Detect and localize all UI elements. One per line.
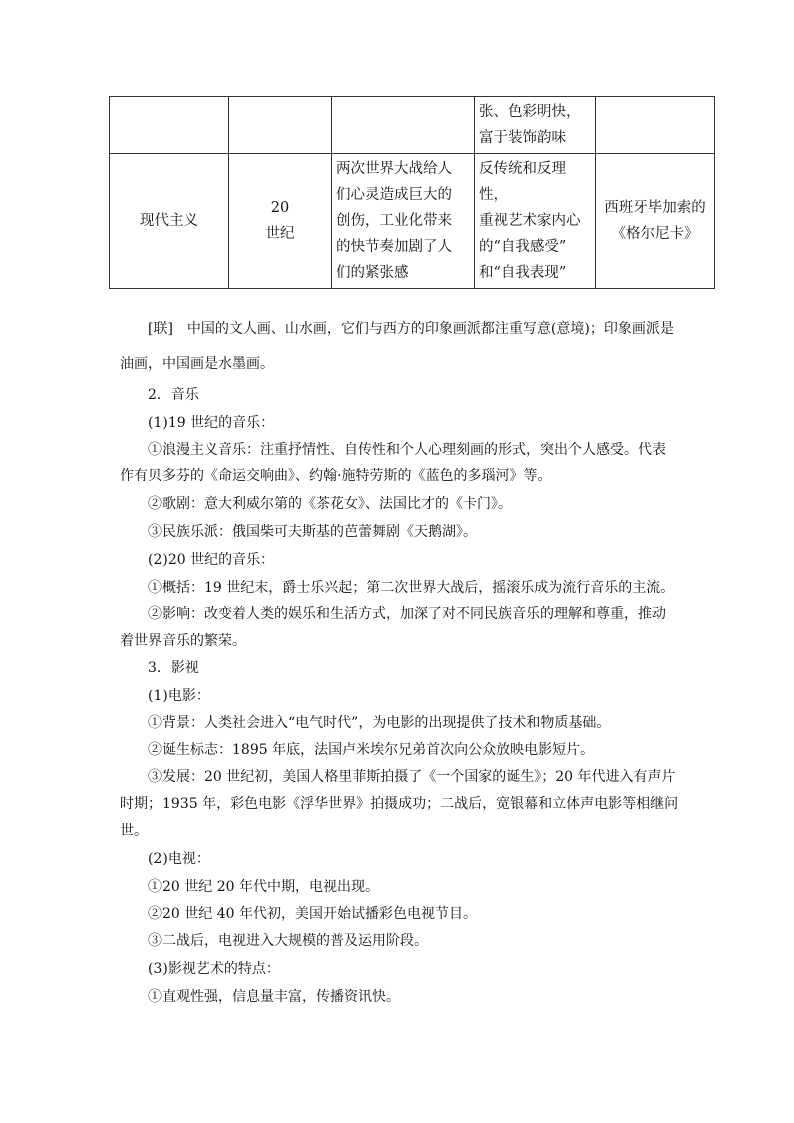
section-heading: 2．音乐 — [148, 387, 199, 403]
paragraph-line: ②20 世纪 40 年代初，美国开始试播彩色电视节目。 — [148, 906, 477, 922]
paragraph-line: ①直观性强，信息量丰富，传播资讯快。 — [148, 989, 400, 1005]
background-cell — [332, 154, 475, 289]
art-schools-table — [109, 96, 715, 289]
table-cell — [110, 97, 229, 154]
time-cell — [229, 154, 332, 289]
cell-line: 的快节奏加剧了人 — [336, 239, 452, 255]
paragraph-line: 世。 — [120, 823, 148, 839]
cell-line: 两次世界大战给人 — [336, 161, 452, 177]
cell-line: 反传统和反理性， — [479, 161, 566, 203]
subsection-heading: (3)影视艺术的特点： — [148, 961, 280, 977]
cell-line: 的“自我感受” — [479, 239, 567, 255]
cell-line: 重视艺术家内心 — [479, 213, 581, 229]
cell-line: 们心灵造成巨大的 — [336, 187, 452, 203]
works-cell — [596, 154, 715, 289]
paragraph-line: ①概括：19 世纪末，爵士乐兴起；第二次世界大战后，摇滚乐成为流行音乐的主流。 — [148, 580, 675, 596]
table-cell — [332, 97, 475, 154]
paragraph-line: ①20 世纪 20 年代中期，电视出现。 — [148, 879, 379, 895]
cell-line: 富于装饰韵味 — [479, 130, 566, 146]
paragraph-line: 着世界音乐的繁荣。 — [120, 633, 246, 649]
subsection-heading: (1)19 世纪的音乐： — [148, 415, 275, 431]
paragraph-line: ②影响：改变着人类的娱乐和生活方式，加深了对不同民族音乐的理解和尊重，推动 — [148, 606, 666, 622]
paragraph-line: ③民族乐派：俄国柴可夫斯基的芭蕾舞剧《天鹅湖》。 — [148, 524, 477, 540]
paragraph-line: ②歌剧：意大利威尔第的《茶花女》、法国比才的《卡门》。 — [148, 496, 512, 512]
section-heading: 3．影视 — [148, 660, 199, 676]
note-line: 油画，中国画是水墨画。 — [120, 356, 274, 372]
table-cell — [596, 97, 715, 154]
subsection-heading: (1)电影： — [148, 688, 210, 704]
cell-line: 《格尔尼卡》 — [611, 226, 699, 242]
cell-line: 世纪 — [265, 226, 295, 242]
cell-line: 20 — [270, 200, 290, 216]
paragraph-line: 作有贝多芬的《命运交响曲》、约翰·施特劳斯的《蓝色的多瑙河》等。 — [120, 468, 552, 484]
cell-line: 和“自我表现” — [479, 265, 567, 281]
subsection-heading: (2)电视： — [148, 851, 210, 867]
table-cell — [475, 97, 596, 154]
cell-line: 西班牙毕加索的 — [604, 200, 706, 216]
cell-line: 创伤，工业化带来 — [336, 213, 452, 229]
table-row — [110, 97, 715, 154]
subsection-heading: (2)20 世纪的音乐： — [148, 552, 275, 568]
paragraph-line: ①浪漫主义音乐：注重抒情性、自传性和个人心理刻画的形式，突出个人感受。代表 — [148, 442, 666, 458]
paragraph-line: 时期；1935 年，彩色电影《浮华世界》拍摄成功；二战后，宽银幕和立体声电影等相继问 — [120, 796, 679, 812]
paragraph-line: ①背景：人类社会进入“电气时代”，为电影的出现提供了技术和物质基础。 — [148, 715, 611, 731]
cell-line: 们的紧张感 — [336, 265, 409, 281]
table-row — [110, 154, 715, 289]
paragraph-line: ③发展：20 世纪初，美国人格里菲斯拍摄了《一个国家的诞生》；20 年代进入有声片 — [148, 769, 676, 785]
features-cell — [475, 154, 596, 289]
school-cell: 现代主义 — [110, 154, 229, 289]
table-cell — [229, 97, 332, 154]
cell-line: 张、色彩明快， — [479, 104, 581, 120]
note-line: [联] 中国的文人画、山水画，它们与西方的印象画派都注重写意(意境)；印象画派是 — [148, 321, 674, 337]
paragraph-line: ②诞生标志：1895 年底，法国卢米埃尔兄弟首次向公众放映电影短片。 — [148, 742, 595, 758]
paragraph-line: ③二战后，电视进入大规模的普及运用阶段。 — [148, 933, 428, 949]
